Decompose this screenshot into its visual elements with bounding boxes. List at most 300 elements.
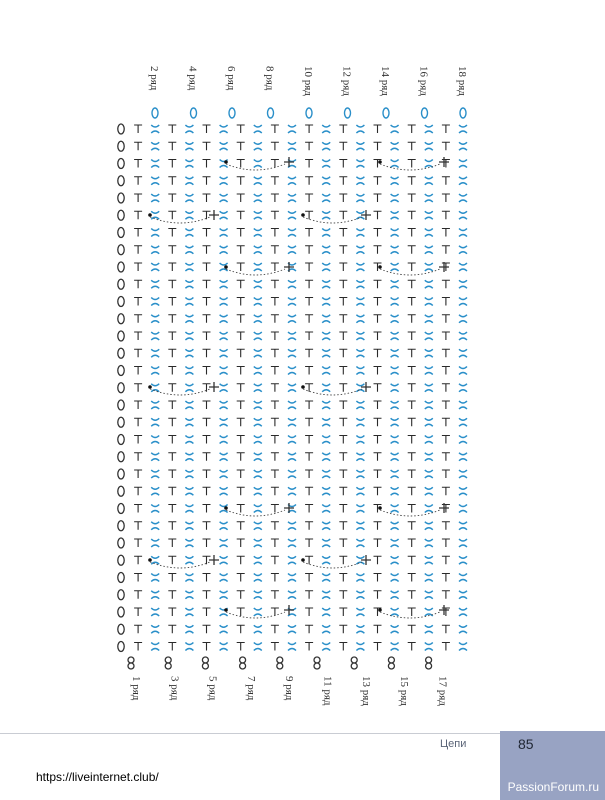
- chain-stitch: [374, 436, 382, 444]
- chain-stitch: [168, 177, 176, 185]
- blue-cross-stitch: [391, 522, 399, 530]
- chain-stitch: [134, 177, 142, 185]
- blue-cross-stitch: [254, 556, 262, 564]
- chain-stitch: [168, 539, 176, 547]
- blue-cross-stitch: [185, 436, 193, 444]
- chain-stitch: [134, 522, 142, 530]
- chain-stitch: [237, 608, 245, 616]
- chain-stitch: [305, 643, 313, 651]
- blue-cross-stitch: [254, 315, 262, 323]
- top-row-label: 10 ряд: [302, 66, 314, 96]
- arc-dot: [148, 213, 152, 217]
- chain-stitch: [442, 539, 450, 547]
- bottom-figure8-upper: [165, 657, 171, 663]
- arc-dot: [378, 160, 382, 164]
- turning-chain: [118, 573, 124, 583]
- chain-stitch: [134, 625, 142, 633]
- chain-stitch: [134, 418, 142, 426]
- blue-cross-stitch: [459, 142, 467, 150]
- blue-cross-stitch: [288, 487, 296, 495]
- chain-stitch: [339, 194, 347, 202]
- blue-cross-stitch: [425, 246, 433, 254]
- chain-stitch: [168, 522, 176, 530]
- chart-row: [118, 555, 467, 565]
- chain-stitch: [168, 556, 176, 564]
- chain-stitch: [408, 401, 416, 409]
- blue-cross-stitch: [322, 194, 330, 202]
- chain-stitch: [339, 211, 347, 219]
- blue-cross-stitch: [288, 298, 296, 306]
- bottom-row-label: 17 ряд: [436, 676, 449, 706]
- chain-stitch: [305, 194, 313, 202]
- chain-stitch: [408, 470, 416, 478]
- chain-stitch: [168, 142, 176, 150]
- blue-cross-stitch: [185, 608, 193, 616]
- chain-stitch: [408, 142, 416, 150]
- turning-chain: [118, 521, 124, 531]
- bottom-figure8-lower: [165, 663, 171, 669]
- chart-row: [118, 176, 467, 186]
- chain-stitch: [305, 246, 313, 254]
- blue-cross-stitch: [322, 505, 330, 513]
- blue-cross-stitch: [322, 643, 330, 651]
- plus-marker: [284, 503, 294, 513]
- blue-cross-stitch: [391, 470, 399, 478]
- chain-stitch: [305, 436, 313, 444]
- page-number: 85: [518, 736, 534, 752]
- blue-cross-stitch: [288, 384, 296, 392]
- blue-cross-stitch: [254, 280, 262, 288]
- chain-stitch: [134, 229, 142, 237]
- chain-stitch: [237, 556, 245, 564]
- blue-cross-stitch: [391, 142, 399, 150]
- bottom-figure8-lower: [426, 663, 432, 669]
- blue-cross-stitch: [425, 177, 433, 185]
- blue-cross-stitch: [459, 574, 467, 582]
- top-row-label: 14 ряд: [379, 66, 391, 96]
- blue-cross-stitch: [459, 194, 467, 202]
- blue-cross-stitch: [356, 246, 364, 254]
- blue-cross-stitch: [356, 315, 364, 323]
- chain-stitch: [168, 591, 176, 599]
- chain-stitch: [339, 160, 347, 168]
- chart-row: [118, 383, 467, 393]
- blue-cross-stitch: [220, 470, 228, 478]
- bottom-row-label: 15 ряд: [398, 676, 411, 706]
- chain-stitch: [408, 625, 416, 633]
- chain-stitch: [203, 246, 211, 254]
- blue-cross-stitch: [356, 643, 364, 651]
- chain-stitch: [203, 401, 211, 409]
- chain-stitch: [305, 211, 313, 219]
- source-url[interactable]: https://liveinternet.club/: [36, 770, 159, 784]
- blue-cross-stitch: [425, 418, 433, 426]
- chain-stitch: [339, 142, 347, 150]
- chain-stitch: [203, 591, 211, 599]
- chain-stitch: [168, 418, 176, 426]
- blue-cross-stitch: [356, 194, 364, 202]
- chain-stitch: [237, 211, 245, 219]
- chain-stitch: [374, 470, 382, 478]
- blue-cross-stitch: [288, 125, 296, 133]
- chain-stitch: [168, 280, 176, 288]
- blue-cross-stitch: [425, 384, 433, 392]
- chart-row: [118, 210, 467, 220]
- bottom-figure8-upper: [128, 657, 134, 663]
- blue-cross-stitch: [220, 211, 228, 219]
- blue-cross-stitch: [288, 211, 296, 219]
- blue-cross-stitch: [254, 625, 262, 633]
- blue-cross-stitch: [288, 229, 296, 237]
- chain-stitch: [374, 591, 382, 599]
- blue-cross-stitch: [459, 280, 467, 288]
- chain-stitch: [168, 349, 176, 357]
- turning-chain: [118, 228, 124, 238]
- blue-cross-stitch: [459, 384, 467, 392]
- chain-stitch: [271, 505, 279, 513]
- chain-stitch: [237, 574, 245, 582]
- chart-row: [118, 124, 467, 134]
- blue-cross-stitch: [220, 177, 228, 185]
- blue-cross-stitch: [185, 194, 193, 202]
- chain-stitch: [305, 522, 313, 530]
- bottom-figure8-lower: [277, 663, 283, 669]
- chain-stitch: [442, 229, 450, 237]
- turning-chain: [118, 210, 124, 220]
- chain-stitch: [134, 436, 142, 444]
- blue-cross-stitch: [185, 349, 193, 357]
- chain-stitch: [237, 194, 245, 202]
- top-row-label: 12 ряд: [340, 66, 353, 96]
- chart-row: [118, 590, 467, 600]
- chain-stitch: [442, 194, 450, 202]
- blue-cross-stitch: [220, 384, 228, 392]
- blue-cross-stitch: [356, 522, 364, 530]
- chain-stitch: [203, 384, 211, 392]
- chain-stitch: [168, 194, 176, 202]
- chain-stitch: [442, 177, 450, 185]
- chart-row: [118, 538, 467, 548]
- blue-cross-stitch: [254, 211, 262, 219]
- blue-cross-stitch: [185, 418, 193, 426]
- chain-stitch: [339, 574, 347, 582]
- blue-cross-stitch: [254, 487, 262, 495]
- blue-cross-stitch: [356, 298, 364, 306]
- chain-stitch: [237, 436, 245, 444]
- blue-cross-stitch: [459, 522, 467, 530]
- chain-stitch: [203, 280, 211, 288]
- top-turn-loop: [383, 108, 389, 118]
- chain-stitch: [271, 418, 279, 426]
- chart-row: [118, 435, 467, 445]
- top-turn-loop: [422, 108, 428, 118]
- chart-row: [118, 297, 467, 307]
- chain-stitch: [237, 229, 245, 237]
- chain-stitch: [442, 591, 450, 599]
- blue-cross-stitch: [425, 522, 433, 530]
- chain-stitch: [374, 643, 382, 651]
- blue-cross-stitch: [459, 298, 467, 306]
- blue-cross-stitch: [151, 453, 159, 461]
- blue-cross-stitch: [391, 177, 399, 185]
- chain-stitch: [339, 229, 347, 237]
- blue-cross-stitch: [288, 591, 296, 599]
- decrease-arc: [303, 562, 362, 568]
- chain-stitch: [339, 608, 347, 616]
- chain-stitch: [168, 315, 176, 323]
- chart-row: [118, 314, 467, 324]
- blue-cross-stitch: [185, 556, 193, 564]
- turning-chain: [118, 314, 124, 324]
- blue-cross-stitch: [391, 643, 399, 651]
- blue-cross-stitch: [425, 574, 433, 582]
- chain-stitch: [134, 211, 142, 219]
- blue-cross-stitch: [356, 436, 364, 444]
- chain-stitch: [168, 453, 176, 461]
- chain-stitch: [374, 539, 382, 547]
- blue-cross-stitch: [151, 625, 159, 633]
- chain-stitch: [305, 298, 313, 306]
- turning-chain: [118, 435, 124, 445]
- chain-stitch: [203, 643, 211, 651]
- blue-cross-stitch: [220, 556, 228, 564]
- chain-stitch: [134, 643, 142, 651]
- chain-stitch: [237, 401, 245, 409]
- chain-stitch: [442, 487, 450, 495]
- bottom-figure8-lower: [240, 663, 246, 669]
- chain-stitch: [442, 643, 450, 651]
- chain-stitch: [442, 349, 450, 357]
- blue-cross-stitch: [185, 263, 193, 271]
- blue-cross-stitch: [151, 436, 159, 444]
- blue-cross-stitch: [220, 453, 228, 461]
- blue-cross-stitch: [254, 194, 262, 202]
- chain-stitch: [271, 246, 279, 254]
- chain-stitch: [134, 539, 142, 547]
- blue-cross-stitch: [185, 574, 193, 582]
- chain-stitch: [271, 470, 279, 478]
- bottom-figure8-upper: [388, 657, 394, 663]
- chain-stitch: [271, 211, 279, 219]
- chain-stitch: [374, 453, 382, 461]
- chain-stitch: [374, 142, 382, 150]
- blue-cross-stitch: [391, 384, 399, 392]
- blue-cross-stitch: [288, 625, 296, 633]
- chain-stitch: [339, 384, 347, 392]
- chart-row: [118, 469, 467, 479]
- chain-stitch: [134, 470, 142, 478]
- blue-cross-stitch: [220, 539, 228, 547]
- blue-cross-stitch: [391, 229, 399, 237]
- chain-stitch: [168, 211, 176, 219]
- blue-cross-stitch: [254, 643, 262, 651]
- blue-cross-stitch: [151, 177, 159, 185]
- chain-stitch: [305, 315, 313, 323]
- chain-stitch: [442, 401, 450, 409]
- chain-stitch: [237, 349, 245, 357]
- blue-cross-stitch: [254, 229, 262, 237]
- blue-cross-stitch: [151, 384, 159, 392]
- turning-chain: [118, 590, 124, 600]
- chain-stitch: [442, 332, 450, 340]
- chain-stitch: [408, 487, 416, 495]
- chain-stitch: [339, 401, 347, 409]
- blue-cross-stitch: [391, 315, 399, 323]
- blue-cross-stitch: [459, 263, 467, 271]
- blue-cross-stitch: [254, 505, 262, 513]
- chain-stitch: [339, 367, 347, 375]
- chain-stitch: [237, 142, 245, 150]
- chart-row: [118, 245, 467, 255]
- chain-stitch: [271, 384, 279, 392]
- bottom-row-label: 5 ряд: [206, 676, 219, 701]
- turning-chain: [118, 279, 124, 289]
- chain-stitch: [305, 625, 313, 633]
- chain-stitch: [408, 177, 416, 185]
- blue-cross-stitch: [322, 298, 330, 306]
- chain-stitch: [408, 418, 416, 426]
- blue-cross-stitch: [151, 401, 159, 409]
- chain-stitch: [305, 349, 313, 357]
- blue-cross-stitch: [425, 315, 433, 323]
- chain-stitch: [442, 315, 450, 323]
- blue-cross-stitch: [254, 453, 262, 461]
- chain-stitch: [442, 608, 450, 616]
- chain-stitch: [442, 436, 450, 444]
- bottom-figure8-upper: [277, 657, 283, 663]
- chain-stitch: [203, 470, 211, 478]
- blue-cross-stitch: [254, 591, 262, 599]
- chain-stitch: [374, 367, 382, 375]
- chain-stitch: [203, 332, 211, 340]
- chain-stitch: [271, 487, 279, 495]
- chart-row: [118, 331, 467, 341]
- blue-cross-stitch: [425, 298, 433, 306]
- chain-stitch: [305, 591, 313, 599]
- blue-cross-stitch: [425, 625, 433, 633]
- chain-stitch: [271, 194, 279, 202]
- blue-cross-stitch: [322, 487, 330, 495]
- blue-cross-stitch: [356, 280, 364, 288]
- turning-chain: [118, 159, 124, 169]
- bottom-row-label: 13 ряд: [359, 676, 372, 706]
- blue-cross-stitch: [356, 574, 364, 582]
- blue-cross-stitch: [459, 349, 467, 357]
- blue-cross-stitch: [288, 177, 296, 185]
- chain-stitch: [442, 142, 450, 150]
- blue-cross-stitch: [220, 367, 228, 375]
- blue-cross-stitch: [220, 436, 228, 444]
- chain-stitch: [305, 539, 313, 547]
- blue-cross-stitch: [288, 436, 296, 444]
- blue-cross-stitch: [425, 280, 433, 288]
- turning-chain: [118, 624, 124, 634]
- chain-stitch: [271, 643, 279, 651]
- chain-stitch: [305, 280, 313, 288]
- chain-stitch: [339, 591, 347, 599]
- chart-row: [118, 193, 467, 203]
- turning-chain: [118, 193, 124, 203]
- blue-cross-stitch: [254, 608, 262, 616]
- top-row-label: 6 ряд: [225, 66, 237, 91]
- chain-stitch: [442, 384, 450, 392]
- chain-stitch: [271, 367, 279, 375]
- blue-cross-stitch: [220, 142, 228, 150]
- chain-stitch: [305, 332, 313, 340]
- chain-stitch: [339, 349, 347, 357]
- turning-chain: [118, 348, 124, 358]
- chain-stitch: [203, 263, 211, 271]
- chain-stitch: [339, 280, 347, 288]
- chain-stitch: [203, 349, 211, 357]
- chain-stitch: [237, 470, 245, 478]
- blue-cross-stitch: [356, 418, 364, 426]
- chain-stitch: [408, 332, 416, 340]
- blue-cross-stitch: [151, 608, 159, 616]
- blue-cross-stitch: [356, 539, 364, 547]
- blue-cross-stitch: [391, 505, 399, 513]
- chain-stitch: [237, 625, 245, 633]
- blue-cross-stitch: [220, 487, 228, 495]
- chain-stitch: [408, 315, 416, 323]
- blue-cross-stitch: [185, 470, 193, 478]
- decrease-arc: [150, 389, 210, 395]
- chain-stitch: [305, 229, 313, 237]
- chain-stitch: [408, 160, 416, 168]
- blue-cross-stitch: [322, 246, 330, 254]
- chain-stitch: [374, 556, 382, 564]
- blue-cross-stitch: [151, 367, 159, 375]
- blue-cross-stitch: [185, 384, 193, 392]
- blue-cross-stitch: [220, 522, 228, 530]
- chart-row: [118, 573, 467, 583]
- blue-cross-stitch: [322, 574, 330, 582]
- chain-stitch: [305, 401, 313, 409]
- blue-cross-stitch: [356, 229, 364, 237]
- blue-cross-stitch: [322, 280, 330, 288]
- chain-stitch: [237, 280, 245, 288]
- blue-cross-stitch: [391, 556, 399, 564]
- blue-cross-stitch: [254, 367, 262, 375]
- chain-stitch: [408, 280, 416, 288]
- blue-cross-stitch: [254, 418, 262, 426]
- blue-cross-stitch: [288, 142, 296, 150]
- blue-cross-stitch: [185, 298, 193, 306]
- blue-cross-stitch: [151, 522, 159, 530]
- chain-stitch: [339, 315, 347, 323]
- blue-cross-stitch: [356, 470, 364, 478]
- top-turn-loop: [460, 108, 466, 118]
- blue-cross-stitch: [288, 246, 296, 254]
- chain-stitch: [271, 401, 279, 409]
- blue-cross-stitch: [459, 125, 467, 133]
- blue-cross-stitch: [425, 556, 433, 564]
- chain-stitch: [408, 591, 416, 599]
- blue-cross-stitch: [254, 142, 262, 150]
- chain-stitch: [408, 263, 416, 271]
- chain-stitch: [305, 125, 313, 133]
- row-labels: [130, 66, 468, 706]
- blue-cross-stitch: [151, 556, 159, 564]
- chart-row: [118, 279, 467, 289]
- chain-stitch: [203, 367, 211, 375]
- chain-stitch: [408, 229, 416, 237]
- arc-dot: [301, 213, 305, 217]
- chain-stitch: [168, 487, 176, 495]
- blue-cross-stitch: [254, 263, 262, 271]
- blue-cross-stitch: [322, 384, 330, 392]
- chart-row: [118, 228, 467, 238]
